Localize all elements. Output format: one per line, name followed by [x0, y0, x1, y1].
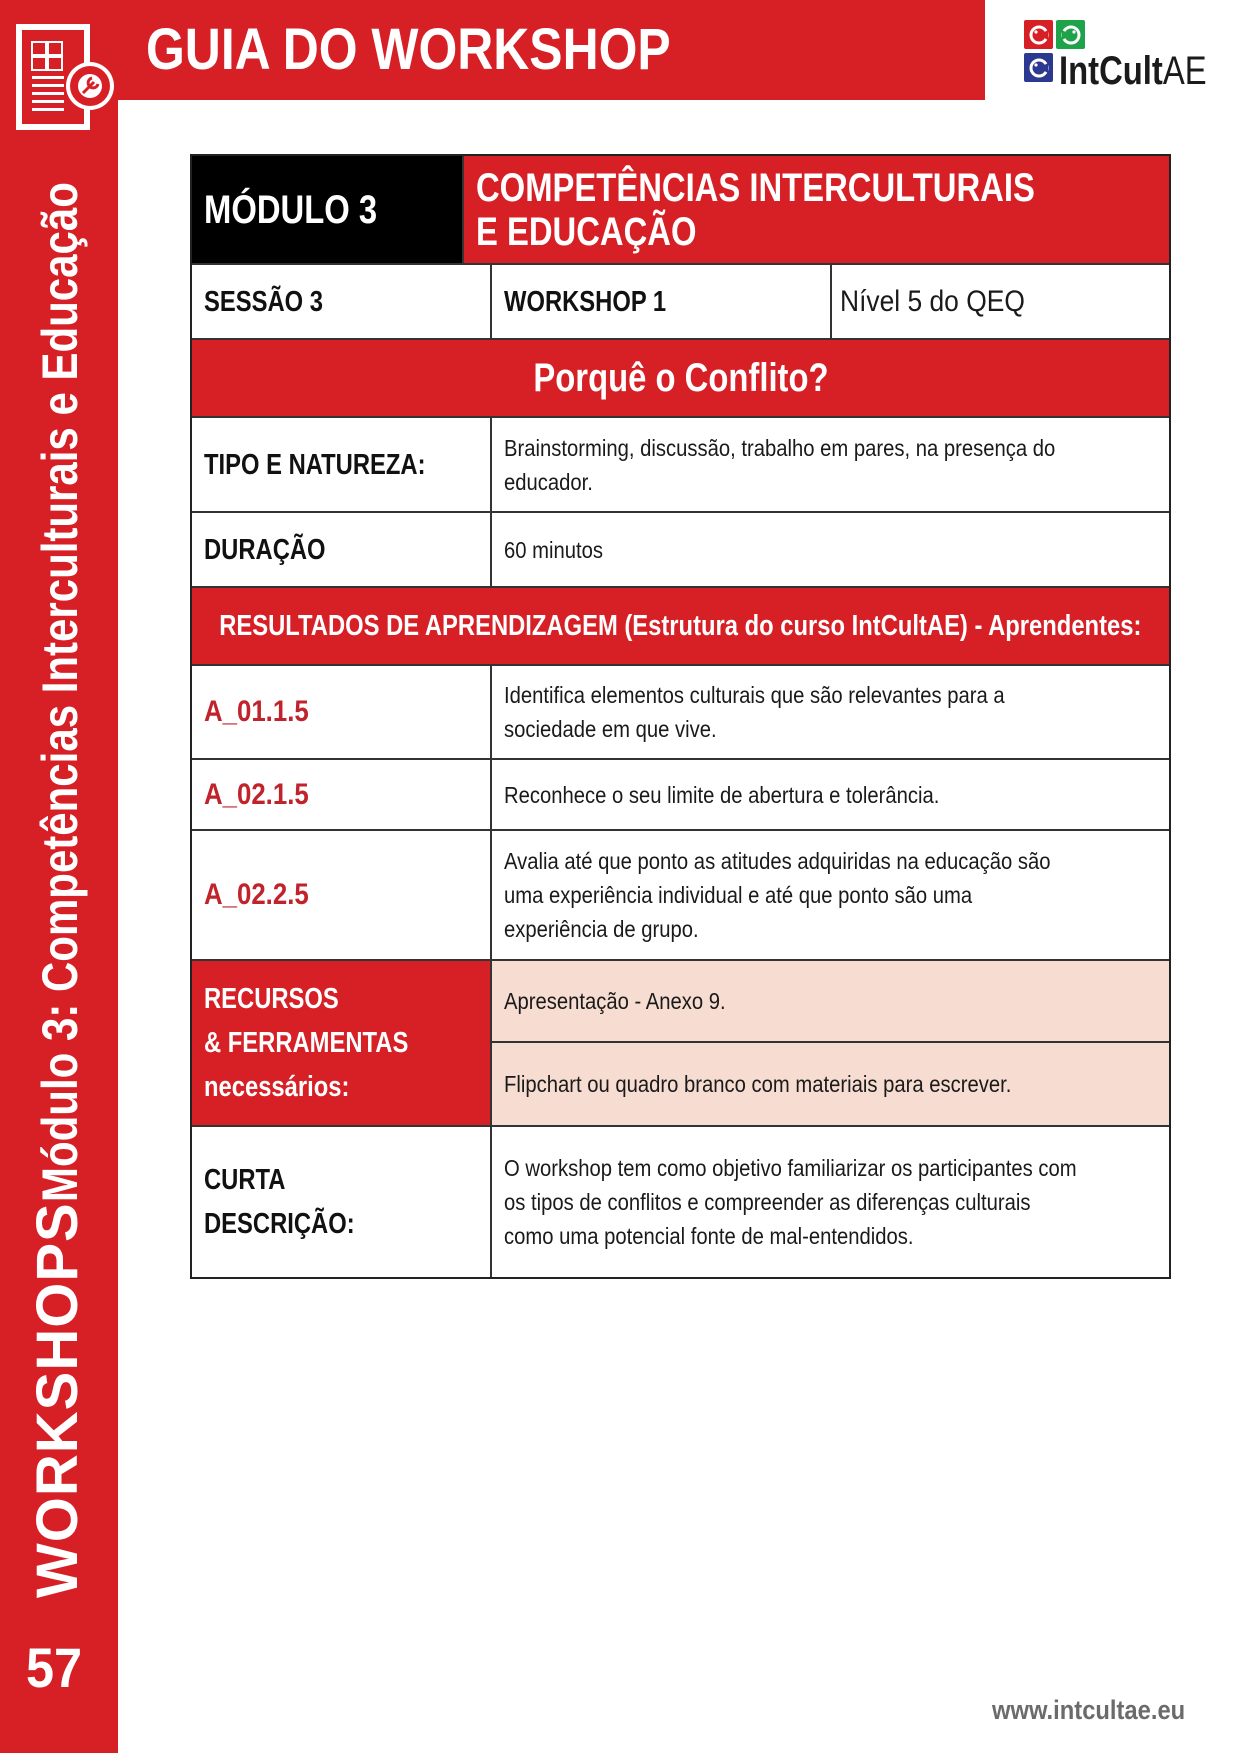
workshop-title: Porquê o Conflito? — [532, 356, 829, 400]
level-value: Nível 5 do QEQ — [840, 284, 1025, 318]
module-title-line1: COMPETÊNCIAS INTERCULTURAIS — [475, 165, 1035, 210]
module-label: MÓDULO 3 — [204, 187, 378, 232]
module-cell — [192, 156, 464, 263]
type-value-cell — [492, 418, 1169, 511]
intcultae-logo — [1024, 20, 1214, 92]
outcome-row — [192, 664, 1169, 758]
resource-item — [492, 961, 1169, 1043]
sidebar-vertical-rest: Módulo 3: Competências Interculturais e Educação — [32, 182, 88, 1203]
resources-label-line2: & FERRAMENTAS — [204, 1027, 409, 1059]
footer-website-link[interactable]: www.intcultae.eu — [992, 1695, 1186, 1725]
type-row — [192, 416, 1169, 511]
type-label-cell — [192, 418, 492, 511]
type-value: Brainstorming, discussão, trabalho em pares, na presença do educador. — [504, 434, 1056, 495]
session-row — [192, 263, 1169, 338]
outcome-text-cell — [492, 831, 1169, 959]
sidebar-vertical-strong: WORKSHOPS — [25, 1202, 90, 1598]
resources-row — [192, 959, 1169, 1125]
description-value: O workshop tem como objetivo familiarizar os participantes com os tipos de conflitos e compreender as diferenças culturais como uma potencial fonte de mal-entendidos. — [504, 1155, 1077, 1249]
outcome-text: Avalia até que ponto as atitudes adquiridas na educação são uma experiência individual e até que ponto são uma experiência de grupo. — [504, 848, 1051, 942]
outcome-text: Identifica elementos culturais que são relevantes para a sociedade em que vive. — [504, 682, 1005, 742]
outcomes-header-cell — [192, 588, 1169, 664]
face-icon — [1024, 53, 1053, 82]
outcome-code: A_01.1.5 — [204, 695, 309, 728]
duration-value: 60 minutos — [504, 536, 604, 563]
logo-wordmark — [1059, 50, 1207, 92]
resources-list — [492, 961, 1169, 1125]
level-cell — [832, 265, 1169, 338]
resource-item — [492, 1043, 1169, 1125]
page-header-title: GUIA DO WORKSHOP — [146, 17, 671, 82]
resource-text: Flipchart ou quadro branco com materiais para escrever. — [504, 1071, 1012, 1097]
description-value-cell — [492, 1127, 1169, 1277]
duration-row — [192, 511, 1169, 586]
page-number: 57 — [26, 1636, 83, 1699]
resources-label-line1: RECURSOS — [204, 983, 339, 1015]
description-label-line2: DESCRIÇÃO: — [204, 1208, 355, 1240]
face-icon — [1024, 20, 1053, 49]
resource-text: Apresentação - Anexo 9. — [504, 988, 726, 1014]
resources-label-cell — [192, 961, 492, 1125]
face-icon — [1056, 20, 1085, 49]
description-row — [192, 1125, 1169, 1277]
outcome-code: A_02.1.5 — [204, 777, 309, 811]
workshop-title-cell — [192, 340, 1169, 416]
duration-label-cell — [192, 513, 492, 586]
module-title-line2: E EDUCAÇÃO — [475, 209, 697, 254]
outcome-row — [192, 829, 1169, 959]
outcome-code-cell — [192, 831, 492, 959]
outcomes-header-row — [192, 586, 1169, 664]
workshop-label: WORKSHOP 1 — [504, 285, 667, 318]
duration-label: DURAÇÃO — [204, 533, 326, 566]
outcome-code: A_02.2.5 — [204, 878, 309, 911]
outcome-text: Reconhece o seu limite de abertura e tolerância. — [504, 781, 940, 808]
outcome-code-cell — [192, 760, 492, 829]
outcomes-header: RESULTADOS DE APRENDIZAGEM (Estrutura do curso IntCultAE) - Aprendentes: — [219, 610, 1142, 642]
module-title-cell — [464, 156, 1169, 263]
resources-label-line3: necessários: — [204, 1071, 350, 1103]
duration-value-cell — [492, 513, 1169, 586]
workshop-table — [190, 154, 1171, 1279]
outcome-text-cell — [492, 760, 1169, 829]
module-row — [192, 156, 1169, 263]
session-label: SESSÃO 3 — [204, 285, 323, 318]
description-label-cell — [192, 1127, 492, 1277]
outcome-text-cell — [492, 666, 1169, 758]
session-cell — [192, 265, 492, 338]
sidebar-vertical-title — [22, 0, 96, 1598]
type-label: TIPO E NATUREZA: — [204, 448, 426, 481]
logo-text-light: AE — [1162, 49, 1207, 93]
workshop-cell — [492, 265, 832, 338]
workshop-title-row — [192, 338, 1169, 416]
description-label-line1: CURTA — [204, 1164, 286, 1196]
outcome-row — [192, 758, 1169, 829]
logo-text-bold: IntCult — [1059, 49, 1163, 93]
outcome-code-cell — [192, 666, 492, 758]
